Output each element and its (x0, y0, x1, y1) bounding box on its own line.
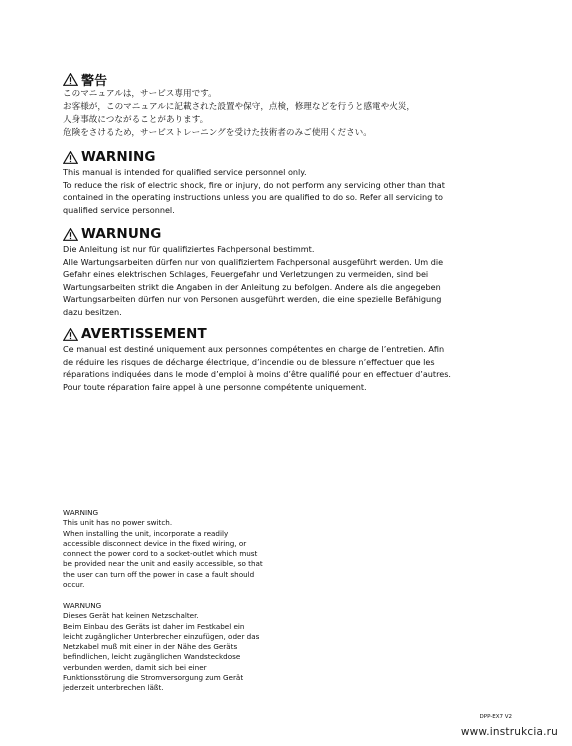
notice-line: befindlichen, leicht zugänglichen Wandsteckdose (63, 652, 241, 662)
notice-line: connect the power cord to a socket-outlet which must (63, 549, 258, 559)
notice-line: the user can turn off the power in case a fault should (63, 569, 255, 579)
section-heading (63, 325, 523, 343)
body-line: 人身事故につながることがあります。 (63, 115, 209, 125)
section-warning-de (63, 225, 523, 319)
notice-en (63, 508, 293, 590)
notice-line: verbunden werden, damit sich bei einer (63, 662, 207, 672)
notice-line: Dieses Gerät hat keinen Netzschalter. (63, 611, 199, 621)
notice-line: occur. (63, 580, 85, 590)
notice-line: When installing the unit, incorporate a readily (63, 528, 229, 538)
body-line: Die Anleitung ist nur für qualifiziertes Fachpersonal bestimmt. (63, 244, 315, 254)
body-line: Wartungsarbeiten dürfen nur von Personen ausgeführt werden, die eine spezielle Befähigung (63, 294, 442, 305)
notice-line: Beim Einbau des Geräts ist daher im Festkabel ein (63, 621, 245, 631)
notice-line: This unit has no power switch. (63, 518, 173, 528)
body-line: This manual is intended for qualified service personnel only. (63, 167, 307, 177)
body-line: de réduire les risques de décharge électrique, d’incendie ou de blessure n’effectuer que les (63, 356, 435, 367)
section-heading (63, 225, 523, 243)
section-title: AVERTISSEMENT (81, 326, 207, 342)
notice-title: WARNUNG (63, 601, 102, 610)
notice-line: Netzkabel muß mit einer in der Nähe des Geräts (63, 642, 238, 652)
section-heading (63, 70, 523, 88)
watermark-link[interactable]: www.instrukcia.ru (460, 726, 558, 738)
body-line: お客様が，このマニュアルに記載された設置や保守，点検，修理などを行うと感電や火災， (63, 102, 416, 112)
body-line: Wartungsarbeiten strikt die Angaben in der Anleitung zu befolgen. Andere als die angegeben (63, 281, 441, 292)
section-title: WARNING (81, 149, 156, 165)
body-line: Ce manual est destiné uniquement aux personnes compétentes en charge de l’entretien. Afin (63, 344, 445, 354)
body-line: qualified service personnel. (63, 204, 175, 215)
warning-triangle-icon (63, 328, 78, 341)
notice-de (63, 601, 293, 694)
body-line: To reduce the risk of electric shock, fire or injury, do not perform any servicing other than that (63, 179, 445, 190)
section-title: 警告 (81, 73, 108, 89)
section-warning-fr (63, 325, 523, 393)
notice-line: be provided near the unit and easily accessible, so that (63, 559, 263, 569)
warning-triangle-icon (63, 228, 78, 241)
section-title: WARNUNG (81, 226, 162, 242)
body-line: dazu besitzen. (63, 306, 122, 317)
notice-line: leicht zugänglicher Unterbrecher einzufügen, oder das (63, 631, 260, 641)
body-line: contained in the operating instructions unless you are qualified to do so. Refer all servicing to (63, 192, 443, 203)
warning-triangle-icon (63, 151, 78, 164)
body-line: このマニュアルは，サービス専用です。 (63, 89, 217, 99)
notice-line: accessible disconnect device in the fixed wiring, or (63, 538, 247, 548)
section-warning-jp (63, 70, 523, 140)
notice-line: Funktionsstörung die Stromversorgung zum Gerät (63, 673, 244, 683)
notice-line: jederzeit unterbrechen läßt. (63, 683, 164, 693)
body-line: Pour toute réparation faire appel à une personne compétente uniquement. (63, 381, 367, 392)
section-heading (63, 148, 523, 166)
warning-triangle-icon (63, 73, 78, 86)
notice-title: WARNING (63, 508, 99, 517)
body-line: Alle Wartungsarbeiten dürfen nur von qualifiziertem Fachpersonal ausgeführt werden. Um die (63, 256, 444, 267)
body-line: Gefahr eines elektrischen Schlages, Feuergefahr und Verletzungen zu vermeiden, sind bei (63, 269, 429, 280)
body-line: 危険をさけるため，サービストレーニングを受けた技術者のみご使用ください。 (63, 128, 372, 138)
model-code: DPP-EX7 V2 (479, 714, 512, 720)
body-line: réparations indiquées dans le mode d’emploi à moins d’être qualifié pour en effectuer d’autres. (63, 369, 452, 380)
section-warning-en (63, 148, 523, 216)
